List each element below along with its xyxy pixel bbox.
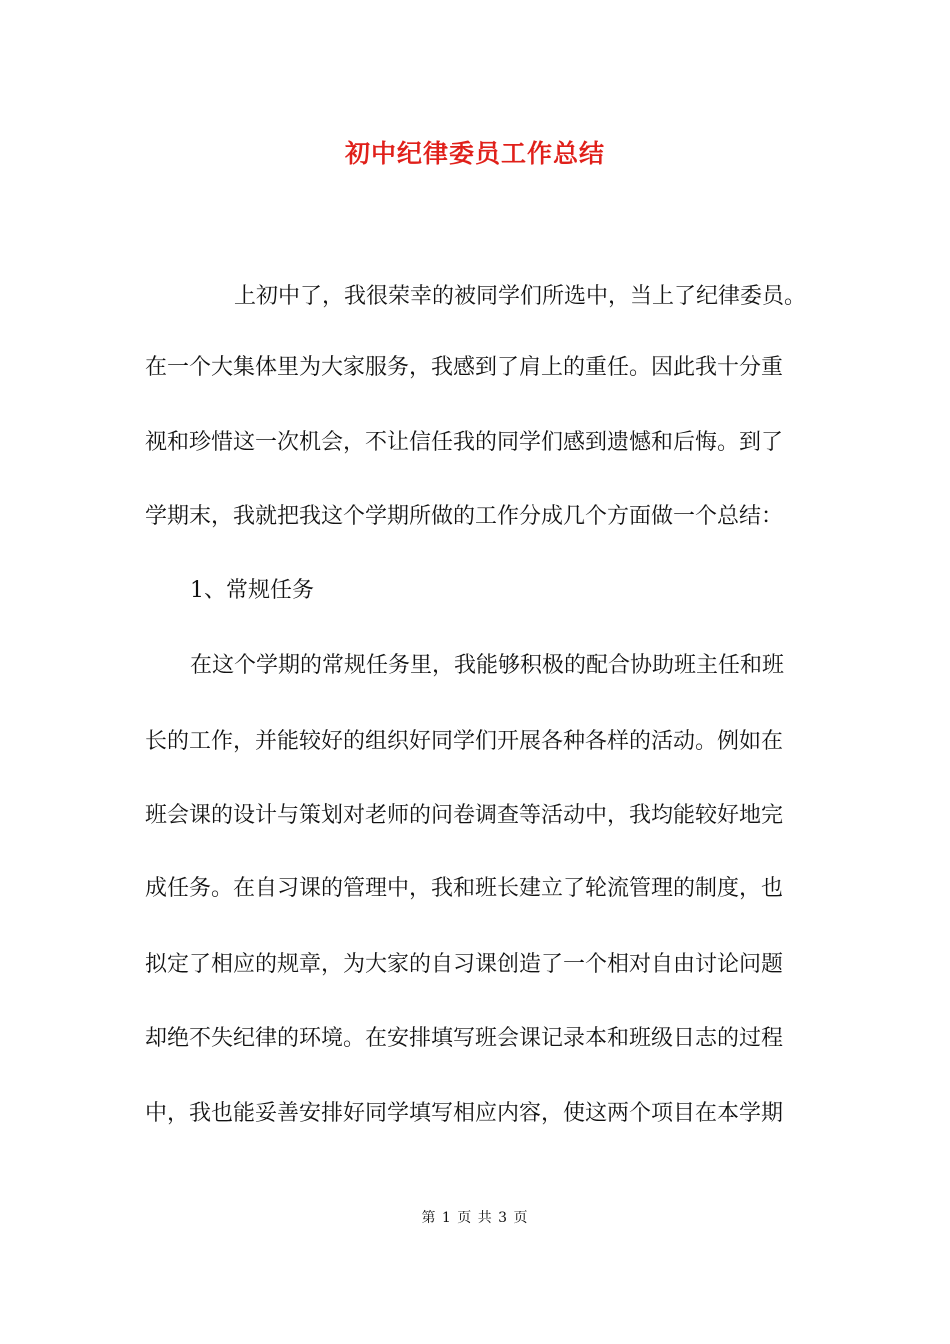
paragraph-line: 在一个大集体里为大家服务，我感到了肩上的重任。因此我十分重 <box>145 355 784 380</box>
paragraph-line: 学期末，我就把我这个学期所做的工作分成几个方面做一个总结： <box>145 504 784 529</box>
paragraph-line: 成任务。在自习课的管理中，我和班长建立了轮流管理的制度，也 <box>145 876 784 901</box>
paragraph-line: 长的工作，并能较好的组织好同学们开展各种各样的活动。例如在 <box>145 729 784 754</box>
paragraph-line: 中，我也能妥善安排好同学填写相应内容，使这两个项目在本学期 <box>145 1101 784 1126</box>
section-heading: 1、常规任务 <box>190 578 314 603</box>
paragraph-line: 视和珍惜这一次机会，不让信任我的同学们感到遗憾和后悔。到了 <box>145 430 784 455</box>
document-title: 初中纪律委员工作总结 <box>344 139 605 168</box>
paragraph-line: 拟定了相应的规章，为大家的自习课创造了一个相对自由讨论问题 <box>145 952 784 977</box>
page-number-footer: 第 1 页 共 3 页 <box>421 1210 529 1226</box>
paragraph-line: 上初中了，我很荣幸的被同学们所选中，当上了纪律委员。 <box>234 284 807 309</box>
paragraph-line: 班会课的设计与策划对老师的问卷调查等活动中，我均能较好地完 <box>145 803 784 828</box>
paragraph-line: 却绝不失纪律的环境。在安排填写班会课记录本和班级日志的过程 <box>145 1026 784 1051</box>
paragraph-line: 在这个学期的常规任务里，我能够积极的配合协助班主任和班 <box>190 653 785 678</box>
